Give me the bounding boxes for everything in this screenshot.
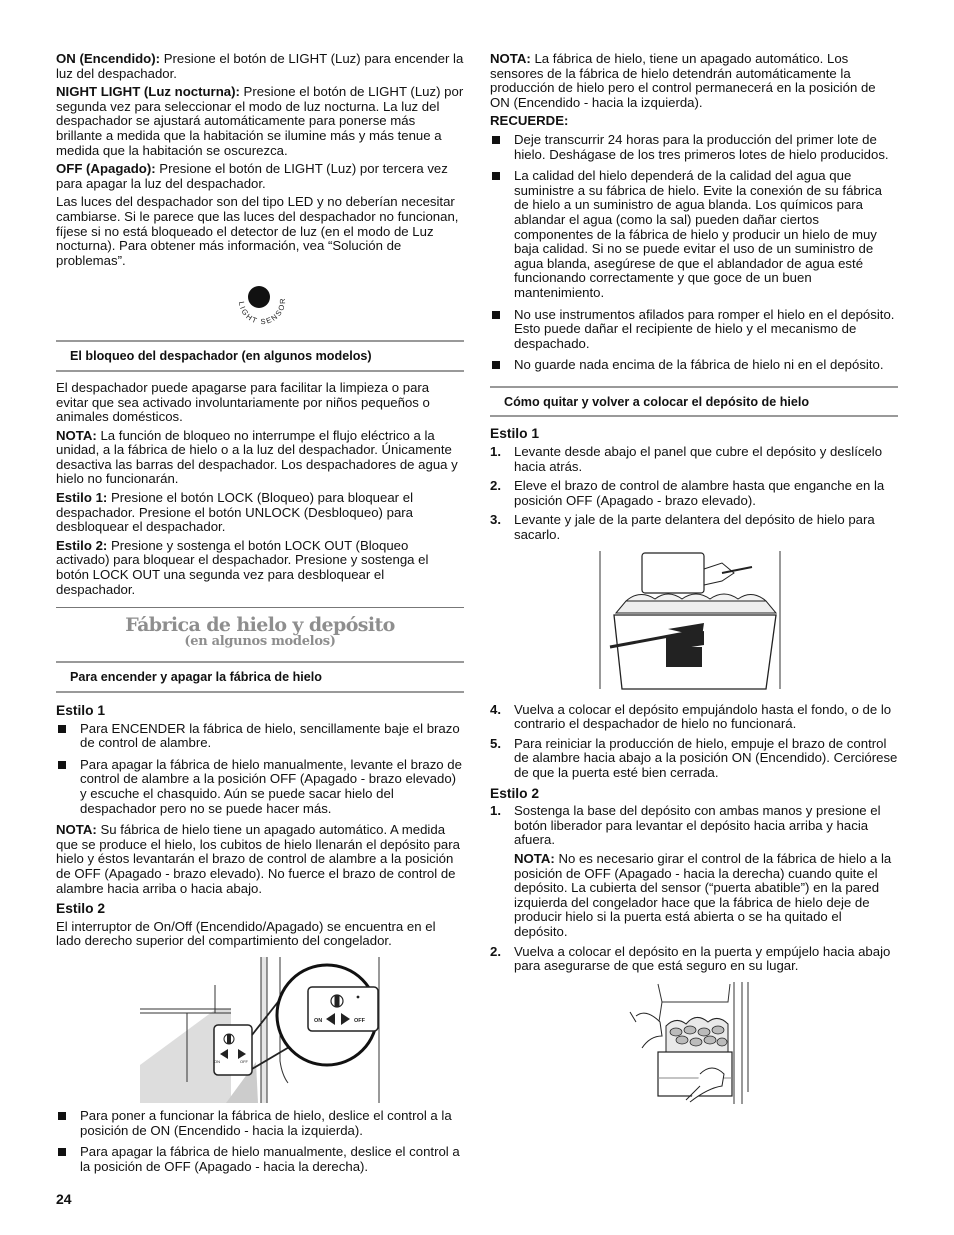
hands-bin-figure	[490, 982, 898, 1104]
section-title	[56, 614, 464, 649]
list-item: 2. Eleve el brazo de control de alambre hasta que enganche en la posición OFF (Apagado - brazo elevado).	[490, 478, 885, 508]
left-column	[56, 52, 464, 1181]
list-item: Para ENCENDER la fábrica de hielo, sencillamente baje el brazo de control de alambre.	[56, 722, 464, 751]
light-sensor-icon	[56, 274, 464, 326]
bullet-icon	[58, 1112, 66, 1120]
lock-style-2: Estilo 2: Presione y sostenga el botón LOCK OUT (Bloqueo activado) para bloquear el despachador. Presione y sostenga el botón LOCK OUT una segunda vez para desbloquear el despachador.	[56, 537, 429, 597]
paragraph-off: OFF (Apagado): Presione el botón de LIGHT (Luz) por tercera vez para apagar la luz del despachador.	[56, 161, 448, 191]
switch-on-label-small: ON	[214, 1058, 220, 1064]
light-sensor-label: LIGHT SENSOR	[236, 297, 288, 327]
right-column	[490, 52, 898, 1104]
switch-on-label: ON	[314, 1017, 323, 1024]
bullet-icon	[492, 311, 500, 319]
bullet-icon	[492, 172, 500, 180]
estilo-1-heading-right: Estilo 1	[490, 426, 540, 442]
paragraph-night-light: NIGHT LIGHT (Luz nocturna): Presione el botón de LIGHT (Luz) por segunda vez para seleccionar el modo de luz nocturna. La luz del despachador se ajustará automáticamente para ponerse más brillante a medida que la habitación se ilumine más y más tenue a medida que la habitación se oscurezca.	[56, 84, 464, 158]
bullet-icon	[492, 136, 500, 144]
estilo-1-note: NOTA: Su fábrica de hielo tiene un apagado automático. A medida que se produce el hielo, los cubitos de hielo llenarán el depósito para hielo y éstos levantarán el brazo de control de alambre a la posición de OFF (Apagado - brazo elevado). No fuerce el brazo de control de alambre hacia arriba o hacia abajo.	[56, 822, 460, 896]
icemaker-section-header: Para encender y apagar la fábrica de hielo	[56, 661, 464, 693]
bullet-icon	[58, 761, 66, 769]
lock-section-header: El bloqueo del despachador (en algunos modelos)	[56, 340, 464, 372]
paragraph-led: Las luces del despachador son del tipo LED y no deberían necesitar cambiarse. Si le parece que las luces del despachador no funcionan, fíjese si no está bloqueado el detector de luz (en el modo de Luz nocturna). Para obtener más información, vea “Solución de problemas”.	[56, 194, 459, 268]
icemaker-switch-illustration	[56, 957, 464, 1103]
paragraph-on: ON (Encendido): Presione el botón de LIGHT (Luz) para encender la luz del despachador.	[56, 51, 464, 81]
bullet-icon	[492, 361, 500, 369]
bullet-icon	[58, 1148, 66, 1156]
estilo-2-note: NOTA: No es necesario girar el control de la fábrica de hielo a la posición de OFF (Apagado - hacia la derecha) cuando quite el depósito. La cubierta del sensor (“puerta abatible”) en la pared izquierda del congelador hace que la fábrica de hielo deje de producir hielo si la puerta está abierta o se ha quitado el depósito.	[514, 850, 892, 939]
section-title-sub: (en algunos modelos)	[184, 633, 336, 649]
list-item: 4. Vuelva a colocar el depósito empujándolo hasta el fondo, o de lo contrario el despachador de hielo no funcionará.	[490, 701, 892, 732]
list-item: 5. Para reiniciar la producción de hielo, empuje el brazo de control de alambre hacia abajo a la posición ON (Encendido). Cerciórese de que la puerta esté bien cerrada.	[490, 735, 898, 780]
right-note: NOTA: La fábrica de hielo, tiene un apagado automático. Los sensores de la fábrica de hielo detendrán automáticamente la producción de hielo pero el control permanecerá en la posición de ON (Encendido - hacia la izquierda).	[490, 51, 876, 110]
ice-bin-illustration	[490, 551, 898, 699]
list-item: No guarde nada encima de la fábrica de hielo ni en el depósito.	[490, 358, 898, 373]
light-sensor-figure	[56, 274, 464, 326]
estilo-2-heading-right: Estilo 2	[490, 785, 540, 801]
switch-off-label-small: OFF	[240, 1058, 248, 1064]
bullet-icon	[58, 725, 66, 733]
list-item: Deje transcurrir 24 horas para la producción del primer lote de hielo. Deshágase de los tres primeros lotes de hielo producidos.	[490, 133, 898, 162]
recuerde-heading: RECUERDE:	[490, 113, 569, 129]
switch-off-label: OFF	[354, 1017, 365, 1024]
estilo-1-heading: Estilo 1	[56, 703, 106, 718]
list-item: No use instrumentos afilados para romper el hielo en el depósito. Esto puede dañar el recipiente de hielo y el mecanismo de despachado.	[490, 308, 898, 352]
list-item: Para poner a funcionar la fábrica de hielo, deslice el control a la posición de ON (Encendido - hacia la izquierda).	[56, 1109, 464, 1138]
list-item: 1. Levante desde abajo el panel que cubre el depósito y deslícelo hacia atrás.	[490, 444, 883, 474]
list-item: Para apagar la fábrica de hielo manualmente, levante el brazo de control de alambre a la posición OFF (Apagado - brazo elevado) y escuche el chasquido. Aún se puede sacar hielo del despachador pero no se puede hacer más.	[56, 758, 464, 816]
icemaker-switch-figure	[56, 957, 464, 1103]
page-number: 24	[56, 1191, 72, 1207]
list-item: 3. Levante y jale de la parte delantera del depósito de hielo para sacarlo.	[490, 512, 875, 543]
lock-paragraph: El despachador puede apagarse para facilitar la limpieza o para evitar que sea activado involuntariamente por niños pequeños o animales domésticos.	[56, 379, 430, 425]
list-item: 1. Sostenga la base del depósito con ambas manos y presione el botón liberador para levantar el depósito hacia arriba y hacia afuera. NOTA: No es necesario girar el control de la fábrica de hielo a la posición de OFF (Apagado - hacia la derecha) cuando quite el depósito. La cubierta del sensor (“puerta abatible”) en la pared izquierda del congelador hace que la fábrica de hielo deje de producir hielo si la puerta está abierta o se ha quitado el depósito.	[490, 804, 898, 939]
estilo-2-paragraph: El interruptor de On/Off (Encendido/Apagado) se encuentra en el lado derecho superior del compartimiento del congelador.	[56, 918, 436, 949]
list-item: La calidad del hielo dependerá de la calidad del agua que suministre a su fábrica de hielo. Evite la conexión de su fábrica de hielo a un suministro de agua blanda. Los químicos para ablandar el agua (como la sal) pueden dañar ciertos componentes de la fábrica de hielo y producir un hielo de muy baja calidad. Si no se puede evitar el uso de un suministro de agua blanda, asegúrese de que el ablandador de agua esté funcionando correctamente y que goce de un buen mantenimiento.	[490, 169, 898, 300]
ice-bin-figure	[490, 551, 898, 699]
lock-style-1: Estilo 1: Presione el botón LOCK (Bloqueo) para bloquear el despachador. Presione el botón UNLOCK (Desbloqueo) para desbloquear el despachador.	[56, 490, 414, 535]
lock-note: NOTA: La función de bloqueo no interrumpe el flujo eléctrico a la unidad, a la fábrica de hielo o a la luz del despachador. Únicamente desactiva las barras del despachador. Los despachadores de agua y hielo no funcionarán.	[56, 427, 458, 487]
list-item: 2. Vuelva a colocar el depósito en la puerta y empújelo hacia abajo para asegurarse de que está seguro en su lugar.	[490, 943, 891, 974]
bin-section-header: Cómo quitar y volver a colocar el depósito de hielo	[490, 386, 898, 418]
estilo-2-heading: Estilo 2	[56, 901, 106, 917]
list-item: Para apagar la fábrica de hielo manualmente, deslice el control a la posición de OFF (Apagado - hacia la derecha).	[56, 1145, 464, 1174]
section-title-main: Fábrica de hielo y depósito	[125, 614, 395, 637]
hands-bin-illustration	[490, 982, 898, 1104]
